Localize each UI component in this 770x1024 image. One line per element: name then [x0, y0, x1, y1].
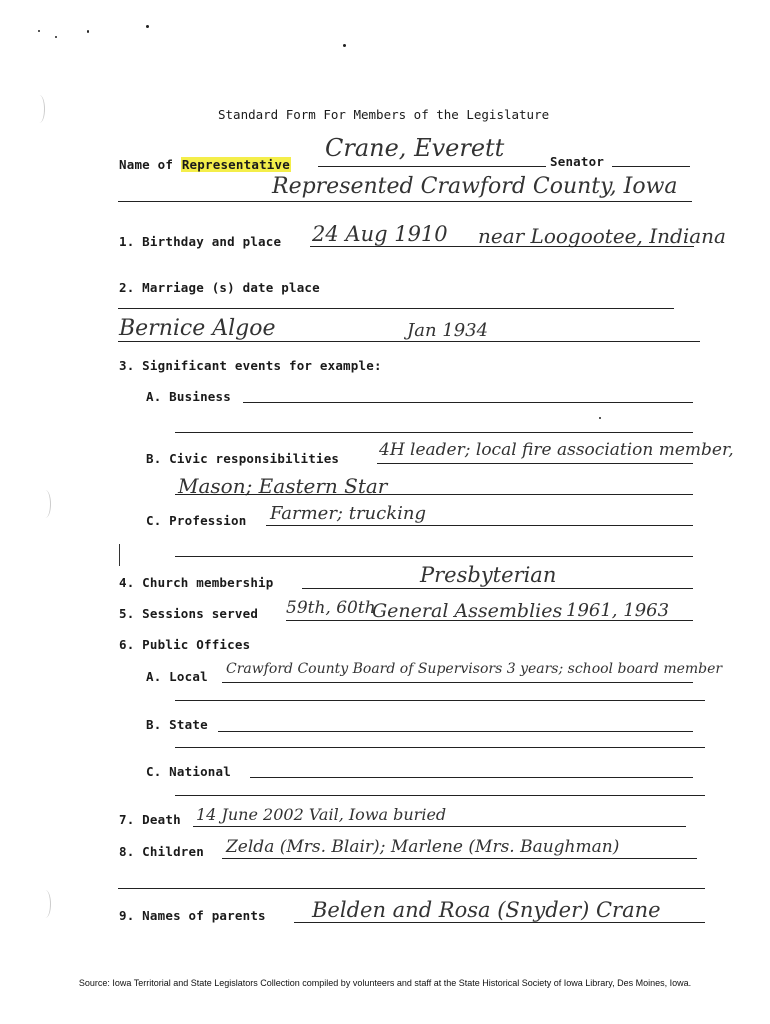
name-handwritten: Crane, Everett	[325, 134, 505, 162]
profession-line-2	[175, 556, 693, 557]
birthday-label: 1. Birthday and place	[119, 234, 282, 249]
business-line-2	[175, 432, 693, 433]
children-line-1	[222, 858, 697, 859]
parents-label: 9. Names of parents	[119, 908, 266, 923]
death-line	[193, 826, 686, 827]
public-offices-label: 6. Public Offices	[119, 637, 251, 652]
name-of-label	[119, 157, 291, 172]
sessions-years-handwritten: 1961, 1963	[566, 600, 670, 621]
senator-label: Senator	[550, 154, 605, 169]
parents-handwritten: Belden and Rosa (Snyder) Crane	[312, 898, 661, 922]
civic-handwritten-1: 4H leader; local fire association member,	[379, 440, 734, 460]
name-of-text: Name of	[119, 157, 174, 172]
sessions-num-handwritten: 59th, 60th	[286, 598, 376, 618]
civic-handwritten-2: Mason; Eastern Star	[178, 474, 388, 498]
birth-date-handwritten: 24 Aug 1910	[312, 222, 448, 246]
birth-place-handwritten: near Loogootee, Indiana	[478, 224, 726, 248]
civic-line-2	[175, 494, 693, 495]
senator-line	[612, 166, 690, 167]
national-line-1	[250, 777, 693, 778]
children-handwritten: Zelda (Mrs. Blair); Marlene (Mrs. Baughman)	[226, 837, 620, 857]
represented-line	[118, 201, 692, 202]
profession-label: C. Profession	[146, 513, 247, 528]
punch-hole-shadow	[34, 95, 45, 123]
church-handwritten: Presbyterian	[420, 563, 557, 587]
parents-line	[294, 922, 705, 923]
punch-hole-shadow	[40, 490, 51, 518]
local-office-handwritten: Crawford County Board of Supervisors 3 years; school board member	[226, 661, 723, 677]
spouse-handwritten: Bernice Algoe	[119, 316, 276, 341]
represented-handwritten: Represented Crawford County, Iowa	[272, 174, 678, 199]
marriage-line-1	[118, 308, 674, 309]
scan-speck	[38, 30, 40, 32]
state-line-2	[175, 747, 705, 748]
local-line-1	[222, 682, 693, 683]
representative-highlight: Representative	[181, 157, 290, 172]
marriage-label: 2. Marriage (s) date place	[119, 280, 320, 295]
local-line-2	[175, 700, 705, 701]
scan-speck	[87, 30, 89, 33]
business-label: A. Business	[146, 389, 231, 404]
business-line-1	[243, 402, 693, 403]
sessions-text-handwritten: General Assemblies	[372, 600, 563, 622]
sessions-label: 5. Sessions served	[119, 606, 259, 621]
margin-mark	[119, 544, 120, 566]
church-line	[302, 588, 693, 589]
children-label: 8. Children	[119, 844, 204, 859]
significant-events-label: 3. Significant events for example:	[119, 358, 382, 373]
local-label: A. Local	[146, 669, 208, 684]
civic-line-1	[377, 463, 693, 464]
marriage-date-handwritten: Jan 1934	[407, 320, 489, 341]
profession-handwritten: Farmer; trucking	[270, 503, 427, 524]
birthday-line	[310, 246, 694, 247]
scan-speck	[343, 44, 346, 47]
civic-label: B. Civic responsibilities	[146, 451, 340, 466]
name-line	[318, 166, 546, 167]
national-line-2	[175, 795, 705, 796]
children-line-2	[118, 888, 705, 889]
scan-speck	[146, 25, 149, 28]
source-caption: Source: Iowa Territorial and State Legislators Collection compiled by volunteers and staff at the State Historical Society of Iowa Library, Des Moines, Iowa.	[78, 978, 692, 988]
state-label: B. State	[146, 717, 208, 732]
punch-hole-shadow	[40, 890, 51, 918]
death-handwritten: 14 June 2002 Vail, Iowa buried	[196, 805, 447, 824]
state-line-1	[218, 731, 693, 732]
sessions-line	[286, 620, 693, 621]
scan-speck	[55, 36, 57, 38]
church-label: 4. Church membership	[119, 575, 274, 590]
national-label: C. National	[146, 764, 231, 779]
scan-speck	[599, 417, 601, 419]
form-title: Standard Form For Members of the Legislature	[218, 107, 550, 122]
death-label: 7. Death	[119, 812, 181, 827]
marriage-line-2	[118, 341, 700, 342]
profession-line-1	[266, 525, 693, 526]
